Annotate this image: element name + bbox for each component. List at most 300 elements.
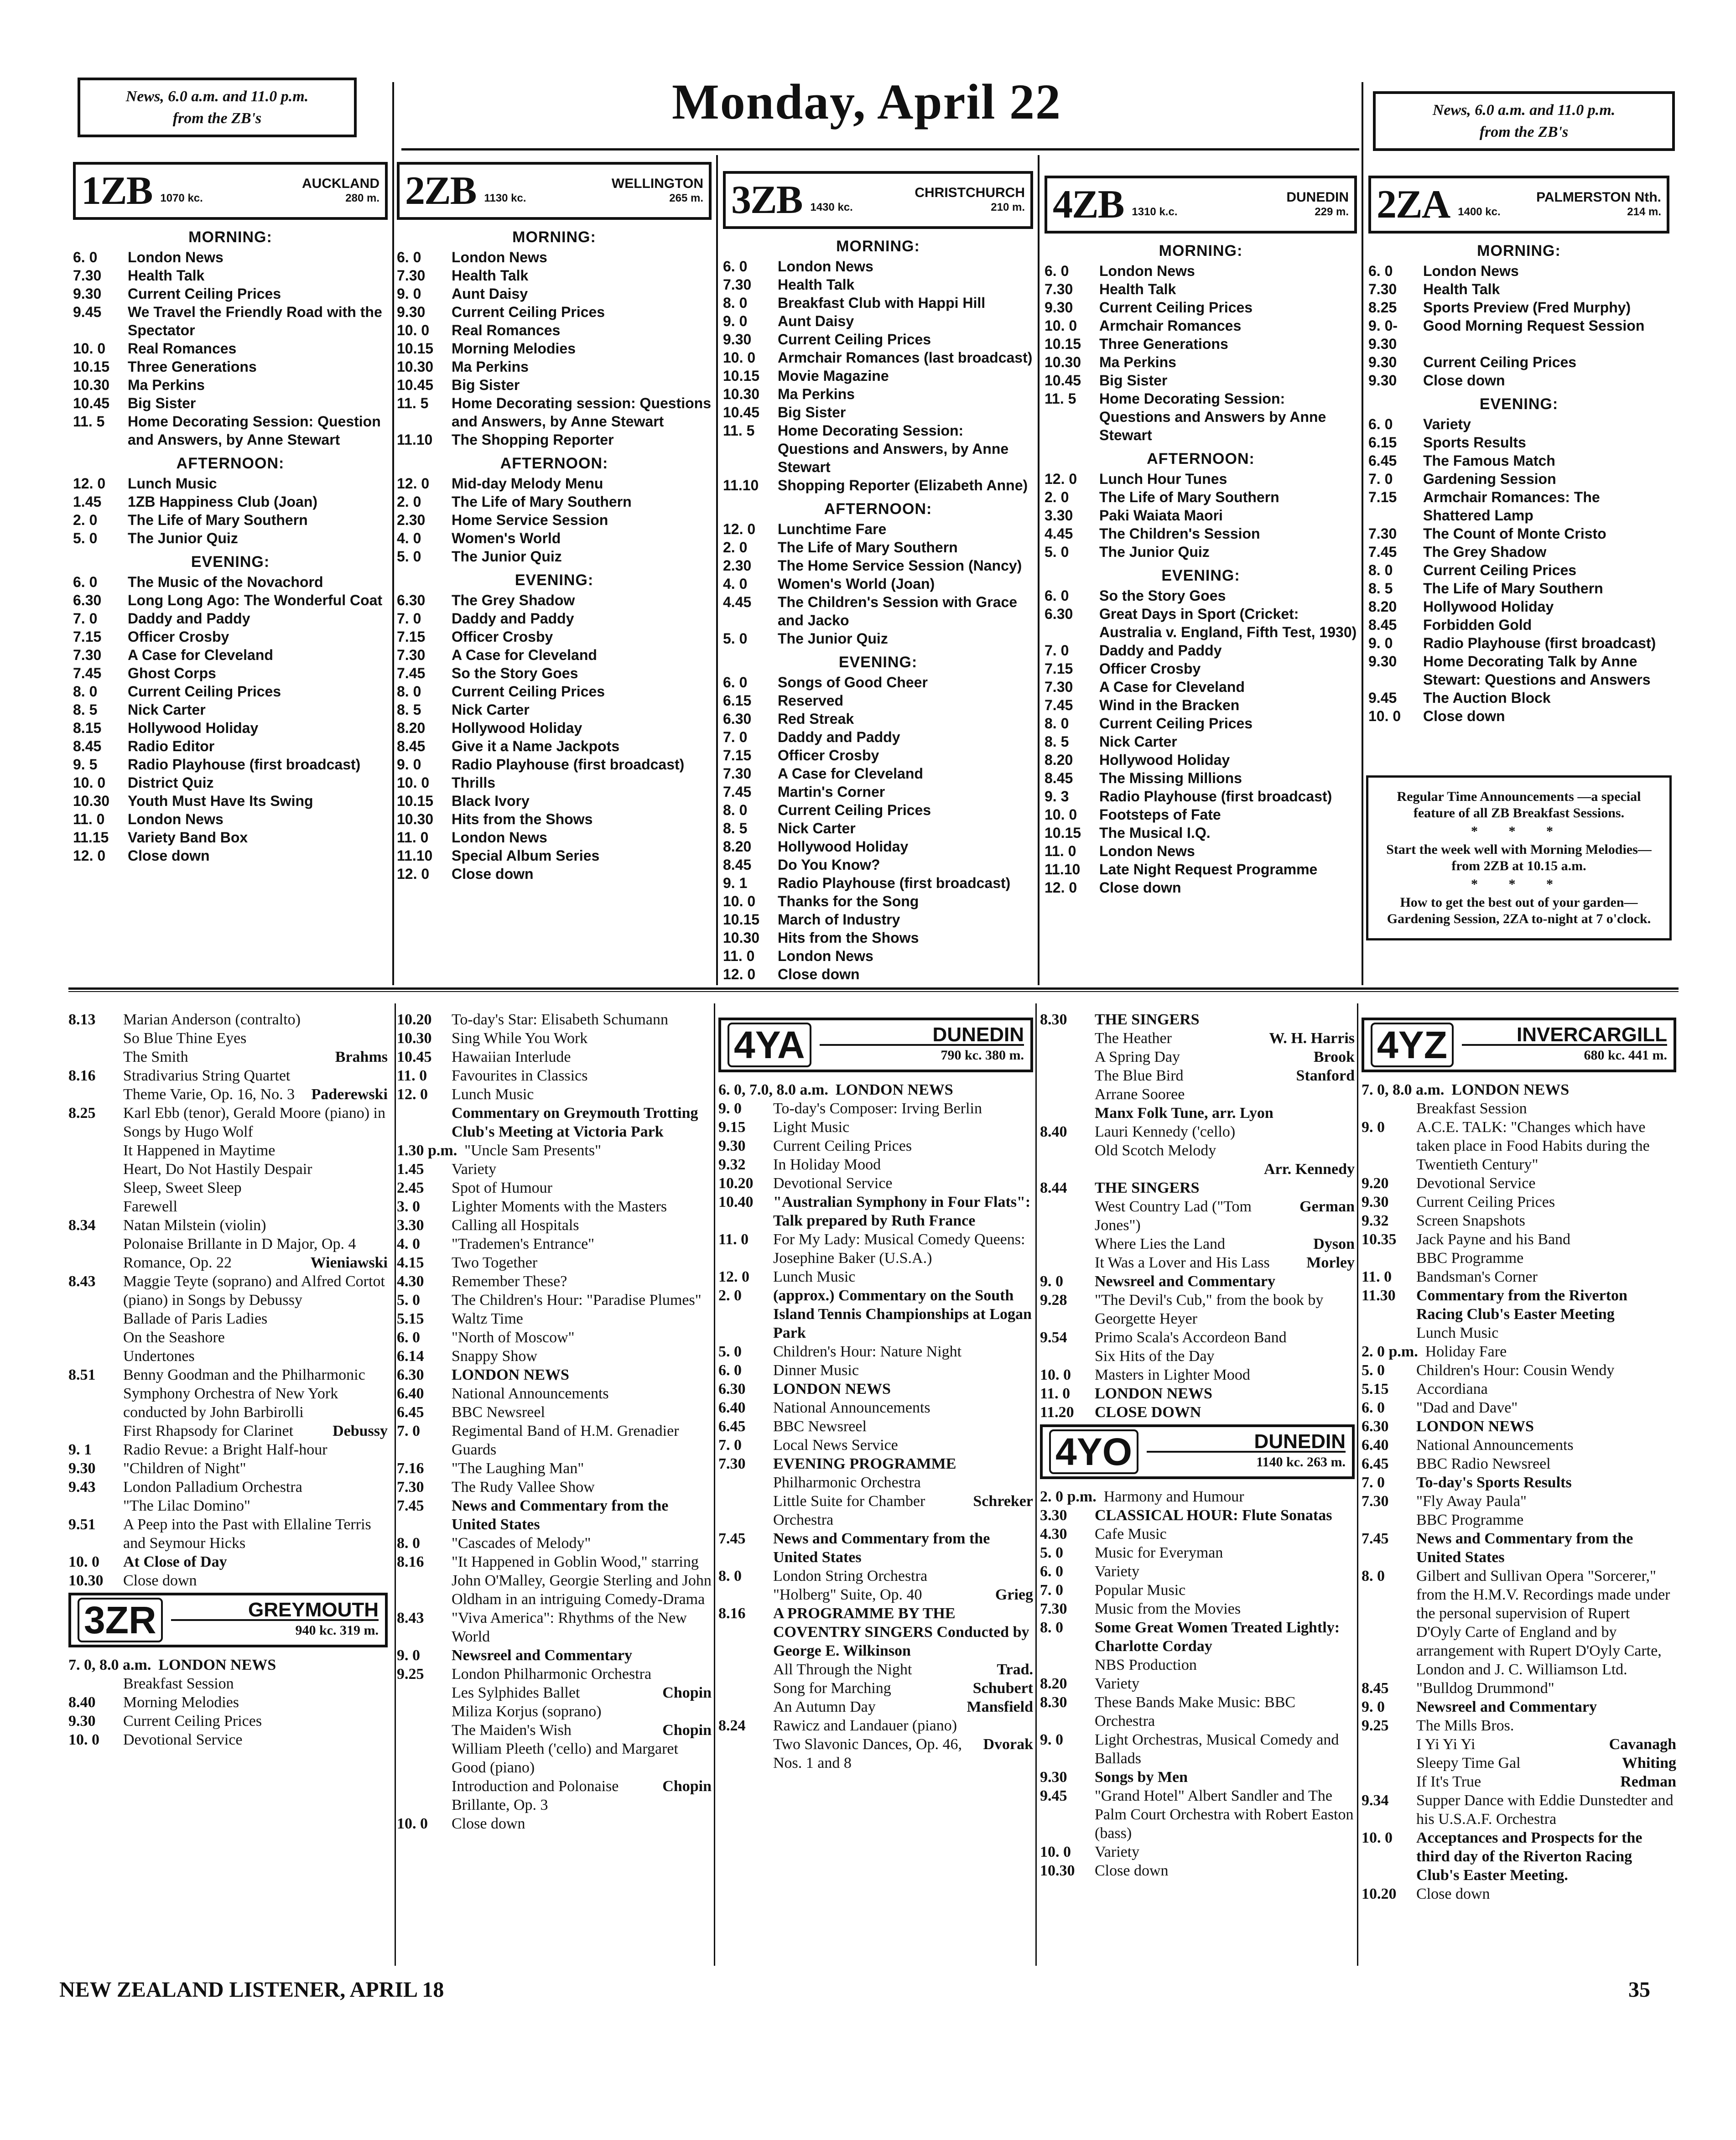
station-frequency: 940 kc. 319 m. <box>295 1623 379 1638</box>
programme-title <box>123 1553 388 1571</box>
programme-time: 8.16 <box>397 1553 424 1570</box>
programme-time: 10. 0 <box>73 774 106 791</box>
programme-time: 10.20 <box>718 1175 754 1192</box>
programme-text: Introduction and Polonaise Brillante, Op. 3 <box>452 1778 619 1813</box>
programme-text: Some Great Women Treated Lightly: Charlotte Corday <box>1095 1619 1340 1655</box>
programme-title <box>773 1735 1033 1772</box>
programme-time: 11. 0 <box>73 811 105 827</box>
programme-title <box>1095 1235 1355 1253</box>
programme-time: 10.15 <box>1045 336 1081 352</box>
programme-title <box>1416 1567 1676 1679</box>
programme-time: 10. 0 <box>1362 1829 1393 1846</box>
programme-title: Home Decorating Session: Question and Answers, by Anne Stewart <box>128 413 381 448</box>
programme-time: 9.45 <box>73 304 102 320</box>
programme-time: 5.15 <box>1362 1381 1389 1397</box>
programme-row <box>73 646 388 664</box>
programme-text: All Through the Night <box>773 1661 912 1678</box>
station-meta <box>820 1025 1024 1065</box>
programme-text: National Announcements <box>773 1399 930 1416</box>
programme-time: 6.30 <box>1362 1418 1389 1435</box>
programme-time <box>1040 1656 1095 1674</box>
programme-title: Good Morning Request Session <box>1423 317 1645 334</box>
programme-title <box>773 1567 1033 1585</box>
programme-row <box>73 573 388 591</box>
programme-time: 7. 0 <box>397 1423 420 1439</box>
composer: Chopin <box>662 1778 712 1795</box>
programme-text: "The Laughing Man" <box>452 1460 584 1477</box>
programme-row <box>1362 1567 1676 1679</box>
programme-text: BBC Radio Newsreel <box>1416 1455 1551 1472</box>
programme-row <box>73 719 388 737</box>
programme-time: 7. 0 <box>1368 471 1393 487</box>
programme-row <box>1368 280 1669 298</box>
programme-title <box>123 1459 388 1478</box>
programme-time <box>1040 1141 1095 1160</box>
programme-text: Accordiana <box>1416 1381 1488 1397</box>
programme-title: Breakfast Club with Happi Hill <box>778 295 986 311</box>
programme-time: 6. 0 <box>73 249 98 265</box>
programme-time: 9.34 <box>1362 1792 1389 1809</box>
programme-title <box>1095 1085 1355 1104</box>
programme-row <box>1040 1122 1355 1141</box>
programme-row <box>397 1216 712 1235</box>
programme-title <box>1095 1179 1355 1197</box>
station-header <box>1368 176 1669 234</box>
programme-time: 9. 0 <box>718 1100 742 1117</box>
programme-title <box>452 1683 712 1702</box>
programme-text: Variety <box>1095 1563 1140 1580</box>
programme-time: 7.45 <box>397 665 426 681</box>
programme-title: Health Talk <box>1423 281 1500 297</box>
programme-time: 9.30 <box>718 1138 746 1154</box>
programme-row <box>1362 1828 1676 1885</box>
programme-text: "Uncle Sam Presents" <box>464 1142 601 1159</box>
time-announcements-notice <box>1366 775 1672 940</box>
programme-row <box>723 746 1033 764</box>
programme-text: Rawicz and Landauer (piano) <box>773 1717 957 1734</box>
programme-row <box>397 1309 712 1328</box>
programme-time <box>68 1160 123 1179</box>
programme-time <box>1040 1104 1095 1122</box>
programme-row <box>73 358 388 376</box>
frequency-kc: 1400 kc. <box>1458 205 1501 218</box>
programme-title: London News <box>778 948 873 964</box>
programme-text: CLOSE DOWN <box>1095 1404 1201 1421</box>
programme-time: 9.30 <box>397 304 426 320</box>
programme-row <box>1040 1487 1355 1506</box>
programme-time: 10.45 <box>397 377 434 393</box>
programme-time: 8.51 <box>68 1366 96 1383</box>
programme-text: "Fly Away Paula" <box>1416 1493 1527 1510</box>
programme-row <box>1040 1141 1355 1160</box>
programme-title: Close down <box>452 866 534 882</box>
programme-row <box>397 1609 712 1646</box>
programme-row <box>723 710 1033 728</box>
programme-row <box>1362 1286 1676 1324</box>
programme-row <box>718 1080 1033 1099</box>
programme-row <box>397 1403 712 1422</box>
notice-line: from the ZB's <box>1479 123 1569 140</box>
programme-title: The Home Service Session (Nancy) <box>778 557 1022 574</box>
programme-time: 8. 0 <box>1368 562 1393 578</box>
programme-time: 9. 0 <box>1362 1698 1385 1715</box>
programme-title: The Music of the Novachord <box>128 574 323 590</box>
programme-text: The Mills Bros. <box>1416 1717 1514 1734</box>
programme-title <box>158 1656 388 1674</box>
programme-row <box>1040 1048 1355 1066</box>
programme-row <box>1045 317 1357 335</box>
programme-time: 8.30 <box>1040 1011 1067 1028</box>
programme-time: 7.45 <box>718 1530 746 1547</box>
programme-row <box>1362 1361 1676 1380</box>
programme-row <box>718 1735 1033 1772</box>
programme-time: 4.45 <box>723 594 752 610</box>
programme-row <box>1362 1473 1676 1492</box>
programme-time: 10.45 <box>1045 372 1081 389</box>
programme-text: West Country Lad ("Tom Jones") <box>1095 1198 1252 1234</box>
programme-title <box>123 1693 388 1712</box>
programme-title: Home Decorating Session: Questions and Answers by Anne Stewart <box>1099 390 1326 443</box>
programme-title <box>452 1179 712 1197</box>
programme-row <box>718 1660 1033 1679</box>
composer: Arr. Kennedy <box>1264 1161 1355 1178</box>
programme-text: "The Devil's Cub," from the book by Georgette Heyer <box>1095 1292 1324 1327</box>
programme-title <box>123 1309 388 1328</box>
programme-title <box>452 1422 712 1459</box>
station-meta <box>1462 1025 1667 1065</box>
programme-row <box>723 312 1033 330</box>
programme-title <box>773 1417 1033 1436</box>
station-city: AUCKLAND <box>302 176 379 191</box>
programme-title <box>1416 1772 1676 1791</box>
programme-time: 9. 1 <box>68 1441 92 1458</box>
programme-text: Supper Dance with Eddie Dunstedter and his U.S.A.F. Orchestra <box>1416 1792 1674 1828</box>
programme-row <box>68 1104 388 1141</box>
programme-row <box>723 728 1033 746</box>
programme-title <box>452 1496 712 1534</box>
programme-text: National Announcements <box>1416 1437 1574 1454</box>
programme-time: 9.32 <box>1362 1212 1389 1229</box>
programme-time <box>718 1473 773 1492</box>
programme-title <box>452 1029 712 1048</box>
programme-text: Light Orchestras, Musical Comedy and Ballads <box>1095 1731 1339 1767</box>
programme-text: Songs by Men <box>1095 1769 1188 1786</box>
programme-title: Hits from the Shows <box>778 930 919 946</box>
programme-row <box>1040 1674 1355 1693</box>
programme-time: 8.20 <box>1368 598 1397 615</box>
station-city: DUNEDIN <box>1147 1432 1346 1453</box>
programme-row <box>397 266 712 285</box>
programme-row <box>73 394 388 412</box>
programme-row <box>1362 1193 1676 1211</box>
programme-title: Great Days in Sport (Cricket: Australia v. England, Fifth Test, 1930) <box>1099 606 1357 640</box>
programme-row <box>73 628 388 646</box>
programme-title: Radio Playhouse (first broadcast) <box>128 756 361 773</box>
programme-row <box>68 1066 388 1085</box>
programme-row <box>397 737 712 755</box>
programme-title <box>1095 1618 1355 1656</box>
programme-title: Lunch Music <box>128 475 217 492</box>
programme-time: 9. 0 <box>723 313 748 329</box>
programme-time: 8.20 <box>723 838 752 855</box>
programme-time: 12. 0 <box>397 866 430 882</box>
programme-time: 5. 0 <box>723 630 748 647</box>
programme-time <box>68 1328 123 1347</box>
programme-title <box>1425 1342 1676 1361</box>
programme-title <box>1095 1048 1355 1066</box>
programme-title <box>773 1585 1033 1604</box>
programme-title: London News <box>778 258 873 275</box>
composer: Schreker <box>973 1493 1033 1510</box>
composer: W. H. Harris <box>1269 1030 1355 1047</box>
programme-text: News and Commentary from the United States <box>452 1497 669 1533</box>
programme-time: 9.30 <box>68 1713 96 1730</box>
programme-time: 10.30 <box>397 1030 432 1047</box>
lower-column-2 <box>397 1010 712 1833</box>
programme-row <box>1040 1291 1355 1328</box>
programme-title: Home Decorating Session: Questions and Answers, by Anne Stewart <box>778 422 1009 475</box>
programme-row <box>397 1328 712 1347</box>
programme-time: 8. 0 <box>1040 1619 1063 1636</box>
programme-text: It Was a Lover and His Lass <box>1095 1254 1270 1271</box>
programme-row <box>68 1235 388 1253</box>
notice-line: from the ZB's <box>172 109 262 127</box>
programme-row <box>68 1656 388 1674</box>
programme-time: 9. 0 <box>397 1647 420 1664</box>
programme-time: 8.15 <box>73 720 102 736</box>
programme-row <box>1045 751 1357 769</box>
programme-text: Stradivarius String Quartet <box>123 1067 291 1084</box>
programme-time <box>1362 1324 1416 1342</box>
programme-title: London News <box>1099 843 1195 859</box>
programme-row <box>1368 707 1669 725</box>
programme-time: 9. 0 <box>397 286 421 302</box>
programme-title: The Children's Session with Grace and Jacko <box>778 594 1018 628</box>
programme-time: 7. 0 <box>1362 1474 1385 1491</box>
programme-text: "It Happened in Goblin Wood," starring John O'Malley, Georgie Sterling and John Oldham in an intriguing Comedy-Drama <box>452 1553 712 1608</box>
column-rule <box>714 1003 715 1966</box>
programme-text: Newsreel and Commentary <box>1095 1273 1275 1290</box>
programme-title: A Case for Cleveland <box>128 647 273 663</box>
programme-time: 2.30 <box>723 557 752 574</box>
programme-time: 6.40 <box>718 1399 746 1416</box>
station-meta <box>810 186 1025 215</box>
programme-text: In Holiday Mood <box>773 1156 881 1173</box>
programme-time: 7. 0, 8.0 a.m. <box>68 1657 151 1673</box>
programme-title <box>452 1814 712 1833</box>
programme-row <box>73 792 388 810</box>
programme-title: Morning Melodies <box>452 340 576 357</box>
programme-row <box>723 910 1033 929</box>
programme-time: 11.30 <box>1362 1287 1396 1304</box>
programme-text: LONDON NEWS <box>452 1366 569 1383</box>
programme-text: THE SINGERS <box>1095 1179 1200 1196</box>
programme-row <box>1368 597 1669 616</box>
station-header <box>73 162 388 220</box>
programme-time <box>397 1740 452 1777</box>
programme-title <box>836 1080 1033 1099</box>
programme-title <box>1416 1324 1676 1342</box>
frequency-kc: 1310 k.c. <box>1132 205 1178 218</box>
programme-time: 9. 0 <box>1040 1731 1063 1748</box>
composer: Paderewski <box>311 1086 388 1103</box>
programme-time: 6. 0 <box>718 1362 742 1379</box>
programme-row <box>1368 298 1669 317</box>
programme-title <box>1095 1122 1355 1141</box>
programme-row <box>68 1553 388 1571</box>
programme-row <box>723 783 1033 801</box>
programme-row <box>397 591 712 609</box>
programme-row <box>723 819 1033 837</box>
programme-row <box>397 664 712 682</box>
programme-title <box>773 1380 1033 1398</box>
programme-time: 2. 0 p.m. <box>1362 1343 1418 1360</box>
programme-time: 7.45 <box>1362 1530 1389 1547</box>
programme-title: London News <box>128 811 223 827</box>
programme-time: 7. 0 <box>723 729 748 745</box>
frequency-kc: 1070 kc. <box>160 192 203 204</box>
programme-time: 12. 0 <box>73 847 106 864</box>
programme-text: Primo Scala's Accordeon Band <box>1095 1329 1287 1346</box>
programme-text: A Peep into the Past with Ellaline Terris and Seymour Hicks <box>123 1516 371 1552</box>
programme-row <box>723 965 1033 983</box>
programme-time: 7.15 <box>397 628 426 645</box>
programme-row <box>68 1010 388 1029</box>
programme-text: Song for Marching <box>773 1680 891 1697</box>
programme-title: The Grey Shadow <box>452 592 575 608</box>
programme-time: 4.30 <box>1040 1526 1067 1543</box>
programme-text: London Palladium Orchestra <box>123 1479 302 1496</box>
station-call-sign: 4YZ <box>1371 1023 1454 1067</box>
programme-title <box>452 1553 712 1609</box>
programme-row <box>397 529 712 547</box>
programme-title <box>1095 1656 1355 1674</box>
programme-row <box>723 348 1033 367</box>
programme-title: The Count of Monte Cristo <box>1423 525 1606 542</box>
programme-text: To-day's Composer: Irving Berlin <box>773 1100 982 1117</box>
section-heading: MORNING: <box>188 229 272 246</box>
programme-row <box>1362 1417 1676 1436</box>
section-heading: EVENING: <box>191 553 270 571</box>
programme-title <box>452 1104 712 1141</box>
programme-text: "Australian Symphony in Four Flats": Talk prepared by Ruth France <box>773 1194 1031 1229</box>
programme-row <box>1362 1735 1676 1754</box>
programme-row <box>68 1048 388 1066</box>
programme-time: 10. 0 <box>1368 708 1401 724</box>
station-column-2za <box>1368 176 1669 725</box>
programme-time: 4.15 <box>397 1254 424 1271</box>
programme-text: Music from the Movies <box>1095 1600 1241 1617</box>
composer: German <box>1299 1198 1355 1215</box>
programme-row <box>1362 1436 1676 1454</box>
programme-row <box>68 1328 388 1347</box>
section-heading: MORNING: <box>1477 242 1561 260</box>
programme-title <box>123 1160 388 1179</box>
section-heading: AFTERNOON: <box>176 455 285 472</box>
programme-title <box>452 1347 712 1366</box>
programme-row <box>1045 335 1357 353</box>
programme-time: 6.30 <box>723 711 752 727</box>
programme-time: 8.24 <box>718 1717 746 1734</box>
programme-text: "Cascades of Melody" <box>452 1535 591 1552</box>
programme-text: Current Ceiling Prices <box>773 1138 912 1154</box>
programme-time: 8.13 <box>68 1011 96 1028</box>
programme-text: Undertones <box>123 1348 195 1365</box>
programme-title <box>773 1436 1033 1454</box>
notice-line: News, 6.0 a.m. and 11.0 p.m. <box>125 88 309 105</box>
programme-time <box>1040 1066 1095 1085</box>
programme-time: 11.10 <box>397 847 433 864</box>
programme-title <box>123 1730 388 1749</box>
programme-row <box>1040 1506 1355 1525</box>
programme-title: Shopping Reporter (Elizabeth Anne) <box>778 477 1028 493</box>
programme-row <box>1040 1160 1355 1179</box>
programme-row <box>1040 1384 1355 1403</box>
programme-title <box>1416 1511 1676 1529</box>
programme-time: 1.45 <box>397 1161 424 1178</box>
programme-time: 7.45 <box>723 784 752 800</box>
programme-row <box>723 556 1033 575</box>
programme-time <box>1040 1029 1095 1048</box>
programme-text: News and Commentary from the United States <box>1416 1530 1633 1566</box>
programme-row <box>68 1085 388 1104</box>
programme-time: 8. 5 <box>1368 580 1393 597</box>
station-frequency <box>1458 205 1661 219</box>
programme-time: 5. 0 <box>1362 1362 1385 1379</box>
programme-title <box>773 1604 1033 1660</box>
programme-title: Close down <box>778 966 860 982</box>
programme-text: Farewell <box>123 1198 177 1215</box>
programme-title <box>1095 1674 1355 1693</box>
programme-time: 9.28 <box>1040 1292 1067 1309</box>
programme-title <box>773 1492 1033 1529</box>
programme-title: Current Ceiling Prices <box>1099 715 1253 732</box>
programme-text: First Rhapsody for Clarinet <box>123 1423 294 1439</box>
programme-row <box>1040 1029 1355 1048</box>
programme-row <box>723 294 1033 312</box>
programme-title <box>123 1496 388 1515</box>
programme-text: Six Hits of the Day <box>1095 1348 1215 1365</box>
programme-time: 9. 0 <box>1368 635 1393 651</box>
programme-title <box>452 1085 712 1104</box>
programme-row <box>723 330 1033 348</box>
programme-text: Variety <box>1095 1675 1140 1692</box>
programme-row <box>397 303 712 321</box>
programme-row <box>68 1029 388 1048</box>
programme-text: Les Sylphides Ballet <box>452 1684 580 1701</box>
programme-time: 4. 0 <box>723 576 748 592</box>
programme-text: Jack Payne and his Band <box>1416 1231 1571 1248</box>
programme-row <box>397 1646 712 1665</box>
programme-row <box>1040 1581 1355 1600</box>
programme-text: Sing While You Work <box>452 1030 588 1047</box>
programme-text: Remember These? <box>452 1273 567 1290</box>
programme-title: Health Talk <box>1099 281 1176 297</box>
programme-row <box>73 511 388 529</box>
programme-title: Gardening Session <box>1423 471 1556 487</box>
programme-row <box>1362 1885 1676 1903</box>
programme-time: 6.30 <box>397 592 426 608</box>
news-notice-left <box>78 78 357 137</box>
programme-time <box>1362 1511 1416 1529</box>
programme-text: Heart, Do Not Hastily Despair <box>123 1161 312 1178</box>
programme-time: 11.10 <box>397 431 433 448</box>
programme-title: Thanks for the Song <box>778 893 919 909</box>
programme-time: 9.30 <box>723 331 752 348</box>
programme-title <box>452 1740 712 1777</box>
programme-row <box>397 1291 712 1309</box>
programme-row <box>1040 1253 1355 1272</box>
